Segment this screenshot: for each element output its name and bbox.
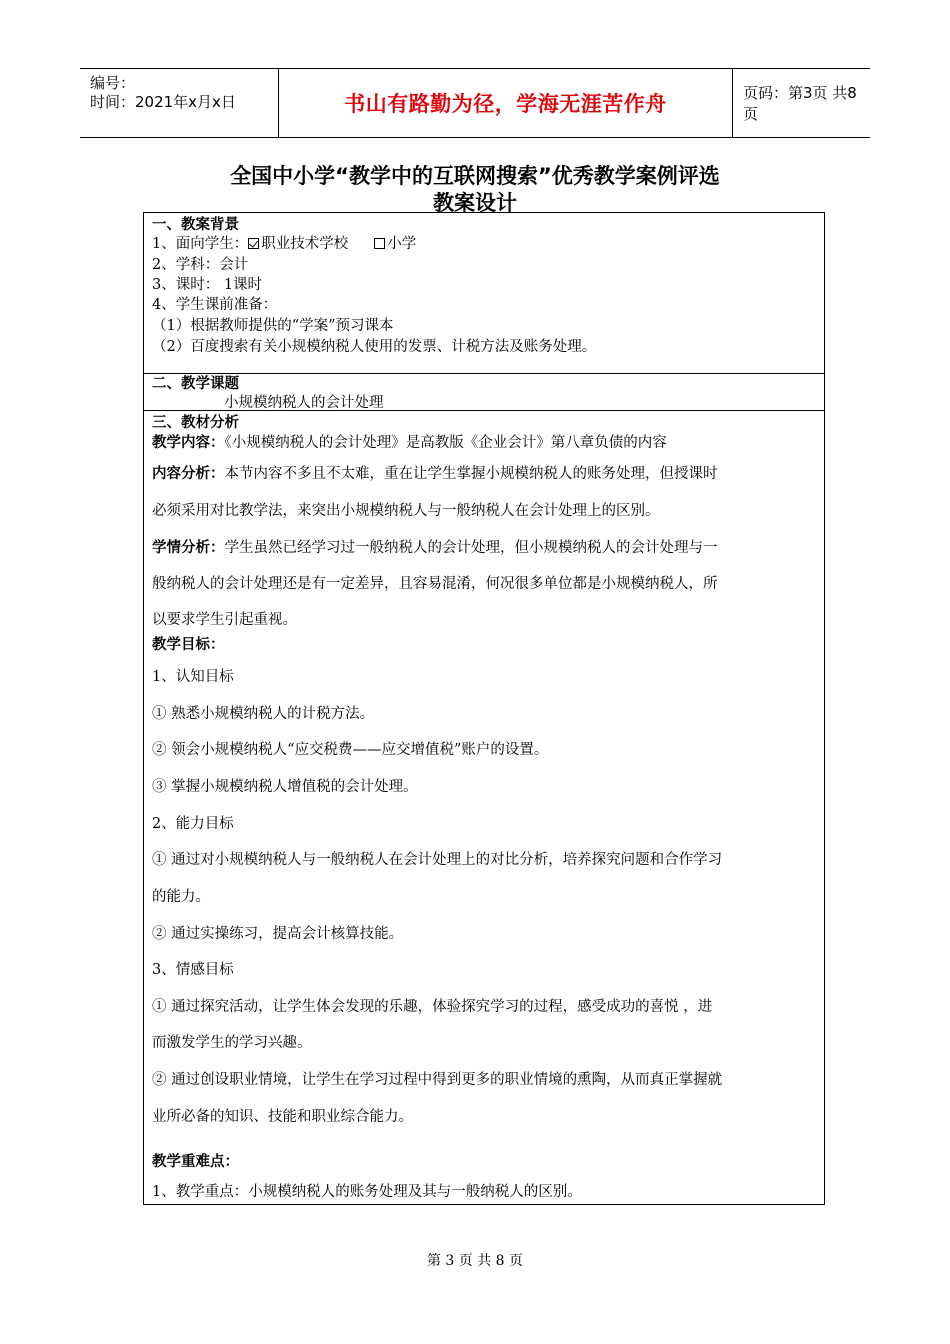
option-vocational: 职业技术学校 (261, 236, 349, 252)
learner-text: 般纳税人的会计处理还是有一定差异，且容易混淆，何况很多单位都是小规模纳税人，所 (152, 576, 718, 592)
learner-text: 以要求学生引起重视。 (152, 612, 297, 628)
section-heading: 二、教学课题 (152, 376, 239, 392)
goals-label: 教学目标： (152, 637, 225, 653)
learner-label: 学情分析： (152, 540, 225, 556)
prep-label: 4、学生课前准备： (152, 297, 278, 313)
goal-title: 1、认知目标 (152, 669, 234, 685)
lesson-topic: 小规模纳税人的会计处理 (224, 395, 384, 411)
motto: 书山有路勤为径，学海无涯苦作舟 (278, 69, 733, 137)
content-row (152, 436, 667, 451)
header-left-cell (80, 69, 278, 137)
goal-title: 2、能力目标 (152, 816, 234, 832)
goal-item: ① 通过对小规模纳税人与一般纳税人在会计处理上的对比分析，培养探究问题和合作学习 (152, 852, 723, 868)
checkbox-checked-icon[interactable] (248, 238, 259, 249)
document-title: 全国中小学“教学中的互联网搜索”优秀教学案例评选 (230, 164, 720, 188)
page-footer: 第 3 页 共 8 页 (426, 1253, 524, 1269)
lesson-plan-table (143, 212, 825, 1205)
key-points-label: 教学重难点： (152, 1154, 239, 1170)
goal-item: ② 通过实操练习，提高会计核算技能。 (152, 926, 404, 942)
analysis-row (152, 467, 718, 482)
checkbox-empty-icon[interactable] (374, 238, 385, 249)
document-subtitle: 教案设计 (433, 191, 517, 215)
subject-line: 2、学科：会计 (152, 257, 249, 273)
learner-text: 学生虽然已经学习过一般纳税人的会计处理，但小规模纳税人的会计处理与一 (224, 540, 718, 556)
goal-item: ① 熟悉小规模纳税人的计税方法。 (152, 706, 375, 722)
section-background (144, 213, 824, 374)
target-students-row (152, 237, 416, 252)
section-heading: 一、教案背景 (152, 217, 239, 233)
analysis-label: 内容分析： (152, 466, 225, 482)
goal-item: ② 领会小规模纳税人“应交税费——应交增值税”账户的设置。 (152, 742, 549, 758)
date-label: 时间：2021年x月x日 (90, 93, 236, 111)
learner-row (152, 541, 718, 556)
goal-item: 业所必备的知识、技能和职业综合能力。 (152, 1109, 413, 1125)
header-page-info: 页码：第3页 共8页 (743, 84, 857, 123)
goal-item: ② 通过创设职业情境，让学生在学习过程中得到更多的职业情境的熏陶，从而真正掌握就 (152, 1072, 723, 1088)
section-heading: 三、教材分析 (152, 415, 239, 431)
option-primary: 小学 (387, 236, 417, 252)
section-topic (144, 373, 824, 411)
content-label: 教学内容： (152, 435, 225, 451)
hours-line: 3、课时： 1课时 (152, 277, 263, 293)
analysis-text: 本节内容不多且不太难，重在让学生掌握小规模纳税人的账务处理，但授课时 (224, 466, 718, 482)
goal-item: 的能力。 (152, 889, 210, 905)
target-students-label: 1、面向学生： (152, 236, 249, 252)
prep-item: （2）百度搜索有关小规模纳税人使用的发票、计税方法及账务处理。 (152, 339, 597, 355)
prep-item: （1）根据教师提供的“学案”预习课本 (152, 318, 394, 334)
goal-item: ① 通过探究活动，让学生体会发现的乐趣，体验探究学习的过程，感受成功的喜悦 ，进 (152, 999, 713, 1015)
goal-title: 3、情感目标 (152, 962, 234, 978)
goal-item: ③ 掌握小规模纳税人增值税的会计处理。 (152, 779, 418, 795)
goal-item: 而激发学生的学习兴趣。 (152, 1035, 312, 1051)
serial-number-label: 编号： (90, 74, 136, 92)
page-header (80, 68, 870, 138)
key-point-item: 1、教学重点：小规模纳税人的账务处理及其与一般纳税人的区别。 (152, 1184, 582, 1200)
analysis-text: 必须采用对比教学法，来突出小规模纳税人与一般纳税人在会计处理上的区别。 (152, 503, 660, 519)
content-text: 《小规模纳税人的会计处理》是高教版《企业会计》第八章负债的内容 (224, 435, 667, 451)
